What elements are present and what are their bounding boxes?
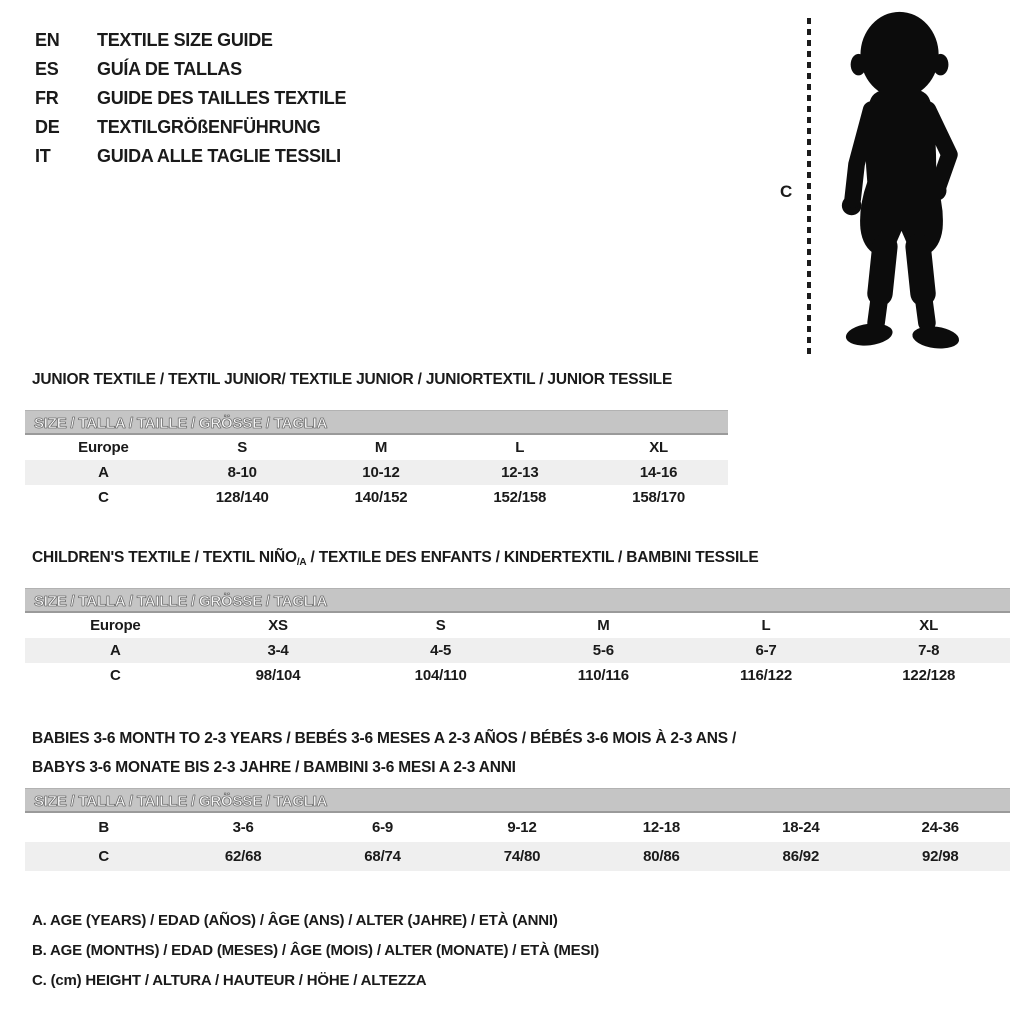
age-cell: 18-24 (782, 819, 820, 836)
language-code: FR (35, 88, 59, 108)
height-cell: 98/104 (255, 667, 301, 684)
height-cell: 92/98 (921, 848, 959, 865)
row-label: C (98, 848, 110, 865)
age-cell: 3-4 (267, 642, 289, 659)
babies-title-line1: BABIES 3-6 MONTH TO 2-3 YEARS / BEBÉS 3-6 MESES A 2-3 AÑOS / BÉBÉS 3-6 MOIS À 2-3 ANS / (32, 730, 737, 747)
height-cell: 110/116 (577, 667, 629, 684)
babies-size-table (25, 788, 1010, 871)
age-cell: 4-5 (430, 642, 452, 659)
height-cell: 122/128 (902, 667, 956, 684)
language-code: EN (35, 30, 60, 50)
age-cell: 5-6 (592, 642, 614, 659)
size-cell: S (237, 439, 248, 456)
junior-title-text: JUNIOR TEXTILE / TEXTIL JUNIOR/ TEXTILE JUNIOR / JUNIORTEXTIL / JUNIOR TESSILE (32, 371, 673, 388)
age-cell: 10-12 (362, 464, 400, 481)
height-cell: 116/122 (740, 667, 793, 684)
height-cell: 74/80 (503, 848, 541, 865)
language-row-de (35, 113, 346, 142)
age-cell: 14-16 (639, 464, 678, 481)
size-header-bar: SIZE / TALLA / TAILLE / GRÖSSE / TAGLIA (25, 410, 728, 435)
height-cell: 140/152 (354, 489, 408, 506)
height-measurement-figure (770, 0, 1010, 368)
height-cell: 128/140 (215, 489, 269, 506)
row-label: Europe (78, 439, 129, 456)
junior-table-title (32, 370, 672, 389)
legend (32, 906, 599, 996)
height-marker-label: C (780, 182, 793, 201)
language-list (35, 26, 346, 171)
height-cell: 86/92 (782, 848, 820, 865)
children-title-post: / TEXTILE DES ENFANTS / KINDERTEXTIL / BAMBINI TESSILE (306, 549, 759, 566)
height-cell: 104/110 (414, 667, 467, 684)
table-row-height (25, 663, 1010, 688)
age-cell: 12-18 (642, 819, 681, 836)
age-cell: 24-36 (921, 819, 959, 836)
age-cell: 3-6 (232, 819, 254, 836)
row-label: B (98, 819, 110, 836)
toddler-silhouette-icon (828, 6, 975, 358)
table-row-age-months (25, 813, 1010, 842)
legend-line-a: A. AGE (YEARS) / EDAD (AÑOS) / ÂGE (ANS) / ALTER (JAHRE) / ETÀ (ANNI) (32, 912, 558, 929)
height-cell: 152/158 (493, 489, 547, 506)
language-row-en (35, 26, 346, 55)
guide-title-en: TEXTILE SIZE GUIDE (97, 30, 273, 50)
children-size-table (25, 588, 1010, 688)
guide-title-es: GUÍA DE TALLAS (97, 59, 242, 79)
guide-title-it: GUIDA ALLE TAGLIE TESSILI (97, 146, 341, 166)
language-row-es (35, 55, 346, 84)
junior-size-table (25, 410, 728, 510)
language-row-it (35, 142, 346, 171)
age-cell: 12-13 (501, 464, 539, 481)
size-cell: M (597, 617, 610, 634)
height-cell: 80/86 (643, 848, 680, 865)
children-table-title (32, 548, 758, 572)
size-cell: XS (268, 617, 288, 634)
size-header-bar: SIZE / TALLA / TAILLE / GRÖSSE / TAGLIA (25, 588, 1010, 613)
table-row-europe (25, 613, 1010, 638)
size-cell: XL (919, 617, 939, 634)
height-dotted-line-icon (807, 18, 811, 354)
table-row-europe (25, 435, 728, 460)
table-row-height (25, 485, 728, 510)
guide-title-de: TEXTILGRÖßENFÜHRUNG (97, 117, 321, 137)
language-code: DE (35, 117, 60, 137)
age-cell: 9-12 (507, 819, 537, 836)
size-cell: L (515, 439, 525, 456)
guide-title-fr: GUIDE DES TAILLES TEXTILE (97, 88, 347, 108)
height-cell: 68/74 (364, 848, 401, 865)
row-label: A (98, 464, 109, 481)
babies-table-title (32, 724, 736, 782)
legend-line-c: C. (cm) HEIGHT / ALTURA / HAUTEUR / HÖHE / ALTEZZA (32, 972, 427, 989)
language-code: IT (35, 146, 51, 166)
babies-title-line2: BABYS 3-6 MONATE BIS 2-3 JAHRE / BAMBINI 3-6 MESI A 2-3 ANNI (32, 759, 516, 776)
children-title-subscript: /A (296, 557, 307, 568)
age-cell: 8-10 (227, 464, 257, 481)
row-label: C (98, 489, 109, 506)
size-cell: L (761, 617, 771, 634)
age-cell: 7-8 (918, 642, 940, 659)
height-cell: 62/68 (224, 848, 262, 865)
size-cell: M (374, 439, 388, 456)
height-cell: 158/170 (632, 489, 685, 506)
age-cell: 6-7 (755, 642, 777, 659)
age-cell: 6-9 (372, 819, 394, 836)
size-cell: XL (649, 439, 668, 456)
table-row-height (25, 842, 1010, 871)
legend-line-b: B. AGE (MONTHS) / EDAD (MESES) / ÂGE (MOIS) / ALTER (MONATE) / ETÀ (MESI) (32, 942, 600, 959)
row-label: Europe (90, 617, 141, 634)
size-header-bar: SIZE / TALLA / TAILLE / GRÖSSE / TAGLIA (25, 788, 1010, 813)
children-title-pre: CHILDREN'S TEXTILE / TEXTIL NIÑO (32, 549, 297, 566)
row-label: A (110, 642, 121, 659)
size-cell: S (435, 617, 446, 634)
table-row-age (25, 460, 728, 485)
row-label: C (110, 667, 121, 684)
table-row-age (25, 638, 1010, 663)
language-code: ES (35, 59, 59, 79)
language-row-fr (35, 84, 346, 113)
